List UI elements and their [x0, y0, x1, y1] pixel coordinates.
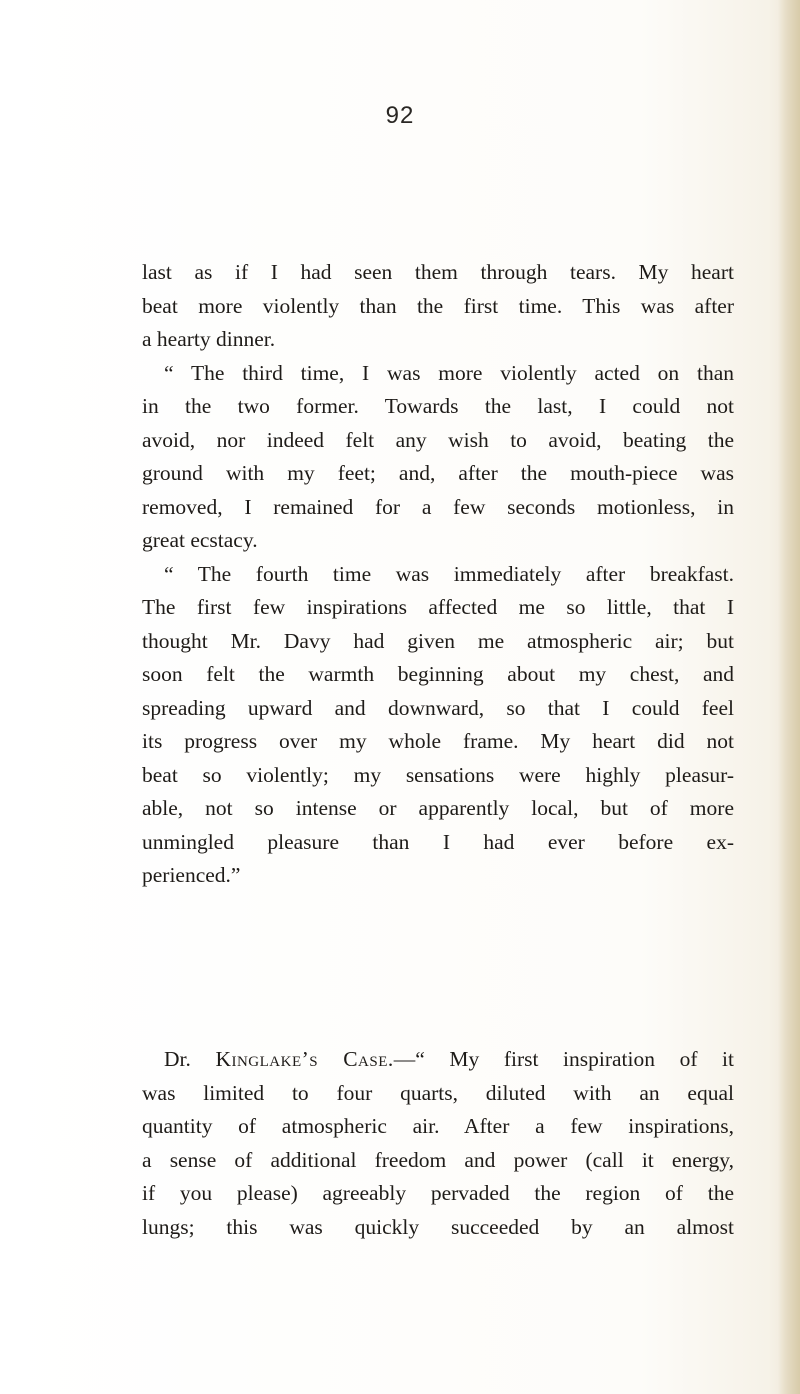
- page-number: 92: [385, 102, 415, 129]
- text-line: spreading upward and downward, so that I could feel: [142, 695, 734, 720]
- text-line: a hearty dinner.: [142, 327, 276, 351]
- text-line: beat so violently; my sensations were highly pleasur-: [142, 762, 734, 787]
- case-heading-prefix: Dr.: [164, 1047, 216, 1071]
- text-line: unmingled pleasure than I had ever before ex-: [142, 829, 734, 854]
- text-line: quantity of atmospheric air. After a few inspirations,: [142, 1114, 734, 1138]
- text-line: its progress over my whole frame. My heart did not: [142, 729, 734, 753]
- text-line: perienced.”: [142, 863, 241, 887]
- case-first-line: [142, 1043, 734, 1077]
- text-line: soon felt the warmth beginning about my chest, and: [142, 662, 734, 686]
- text-line: beat more violently than the first time. This was after: [142, 293, 734, 318]
- text-line: if you please) agreeably pervaded the region of the: [142, 1181, 734, 1205]
- text-line: a sense of additional freedom and power (call it energy,: [142, 1147, 734, 1172]
- text-line: avoid, nor indeed felt any wish to avoid, beating the: [142, 427, 734, 452]
- text-line: removed, I remained for a few seconds motionless, in: [142, 494, 734, 519]
- text-line: ground with my feet; and, after the mouth-piece was: [142, 461, 734, 485]
- text-line: lungs; this was quickly succeeded by an almost: [142, 1214, 734, 1239]
- text-line: The first few inspirations affected me so little, that I: [142, 595, 734, 619]
- case-heading-name: Kinglake’s Case.: [215, 1047, 394, 1071]
- text-line: great ecstacy.: [142, 528, 258, 552]
- page-edge-shadow: [778, 0, 800, 1394]
- text-line: able, not so intense or apparently local, but of more: [142, 796, 734, 820]
- text-line: thought Mr. Davy had given me atmospheric air; but: [142, 628, 734, 653]
- text-line: was limited to four quarts, diluted with an equal: [142, 1080, 734, 1105]
- case-section: [142, 1043, 734, 1244]
- case-first-line-rest: —“ My first inspiration of it: [393, 1047, 734, 1071]
- text-line: in the two former. Towards the last, I could not: [142, 394, 734, 418]
- text-line: “ The fourth time was immediately after breakfast.: [164, 561, 734, 586]
- text-line: “ The third time, I was more violently acted on than: [164, 360, 734, 385]
- body-text: [142, 256, 734, 893]
- text-line: last as if I had seen them through tears. My heart: [142, 260, 734, 284]
